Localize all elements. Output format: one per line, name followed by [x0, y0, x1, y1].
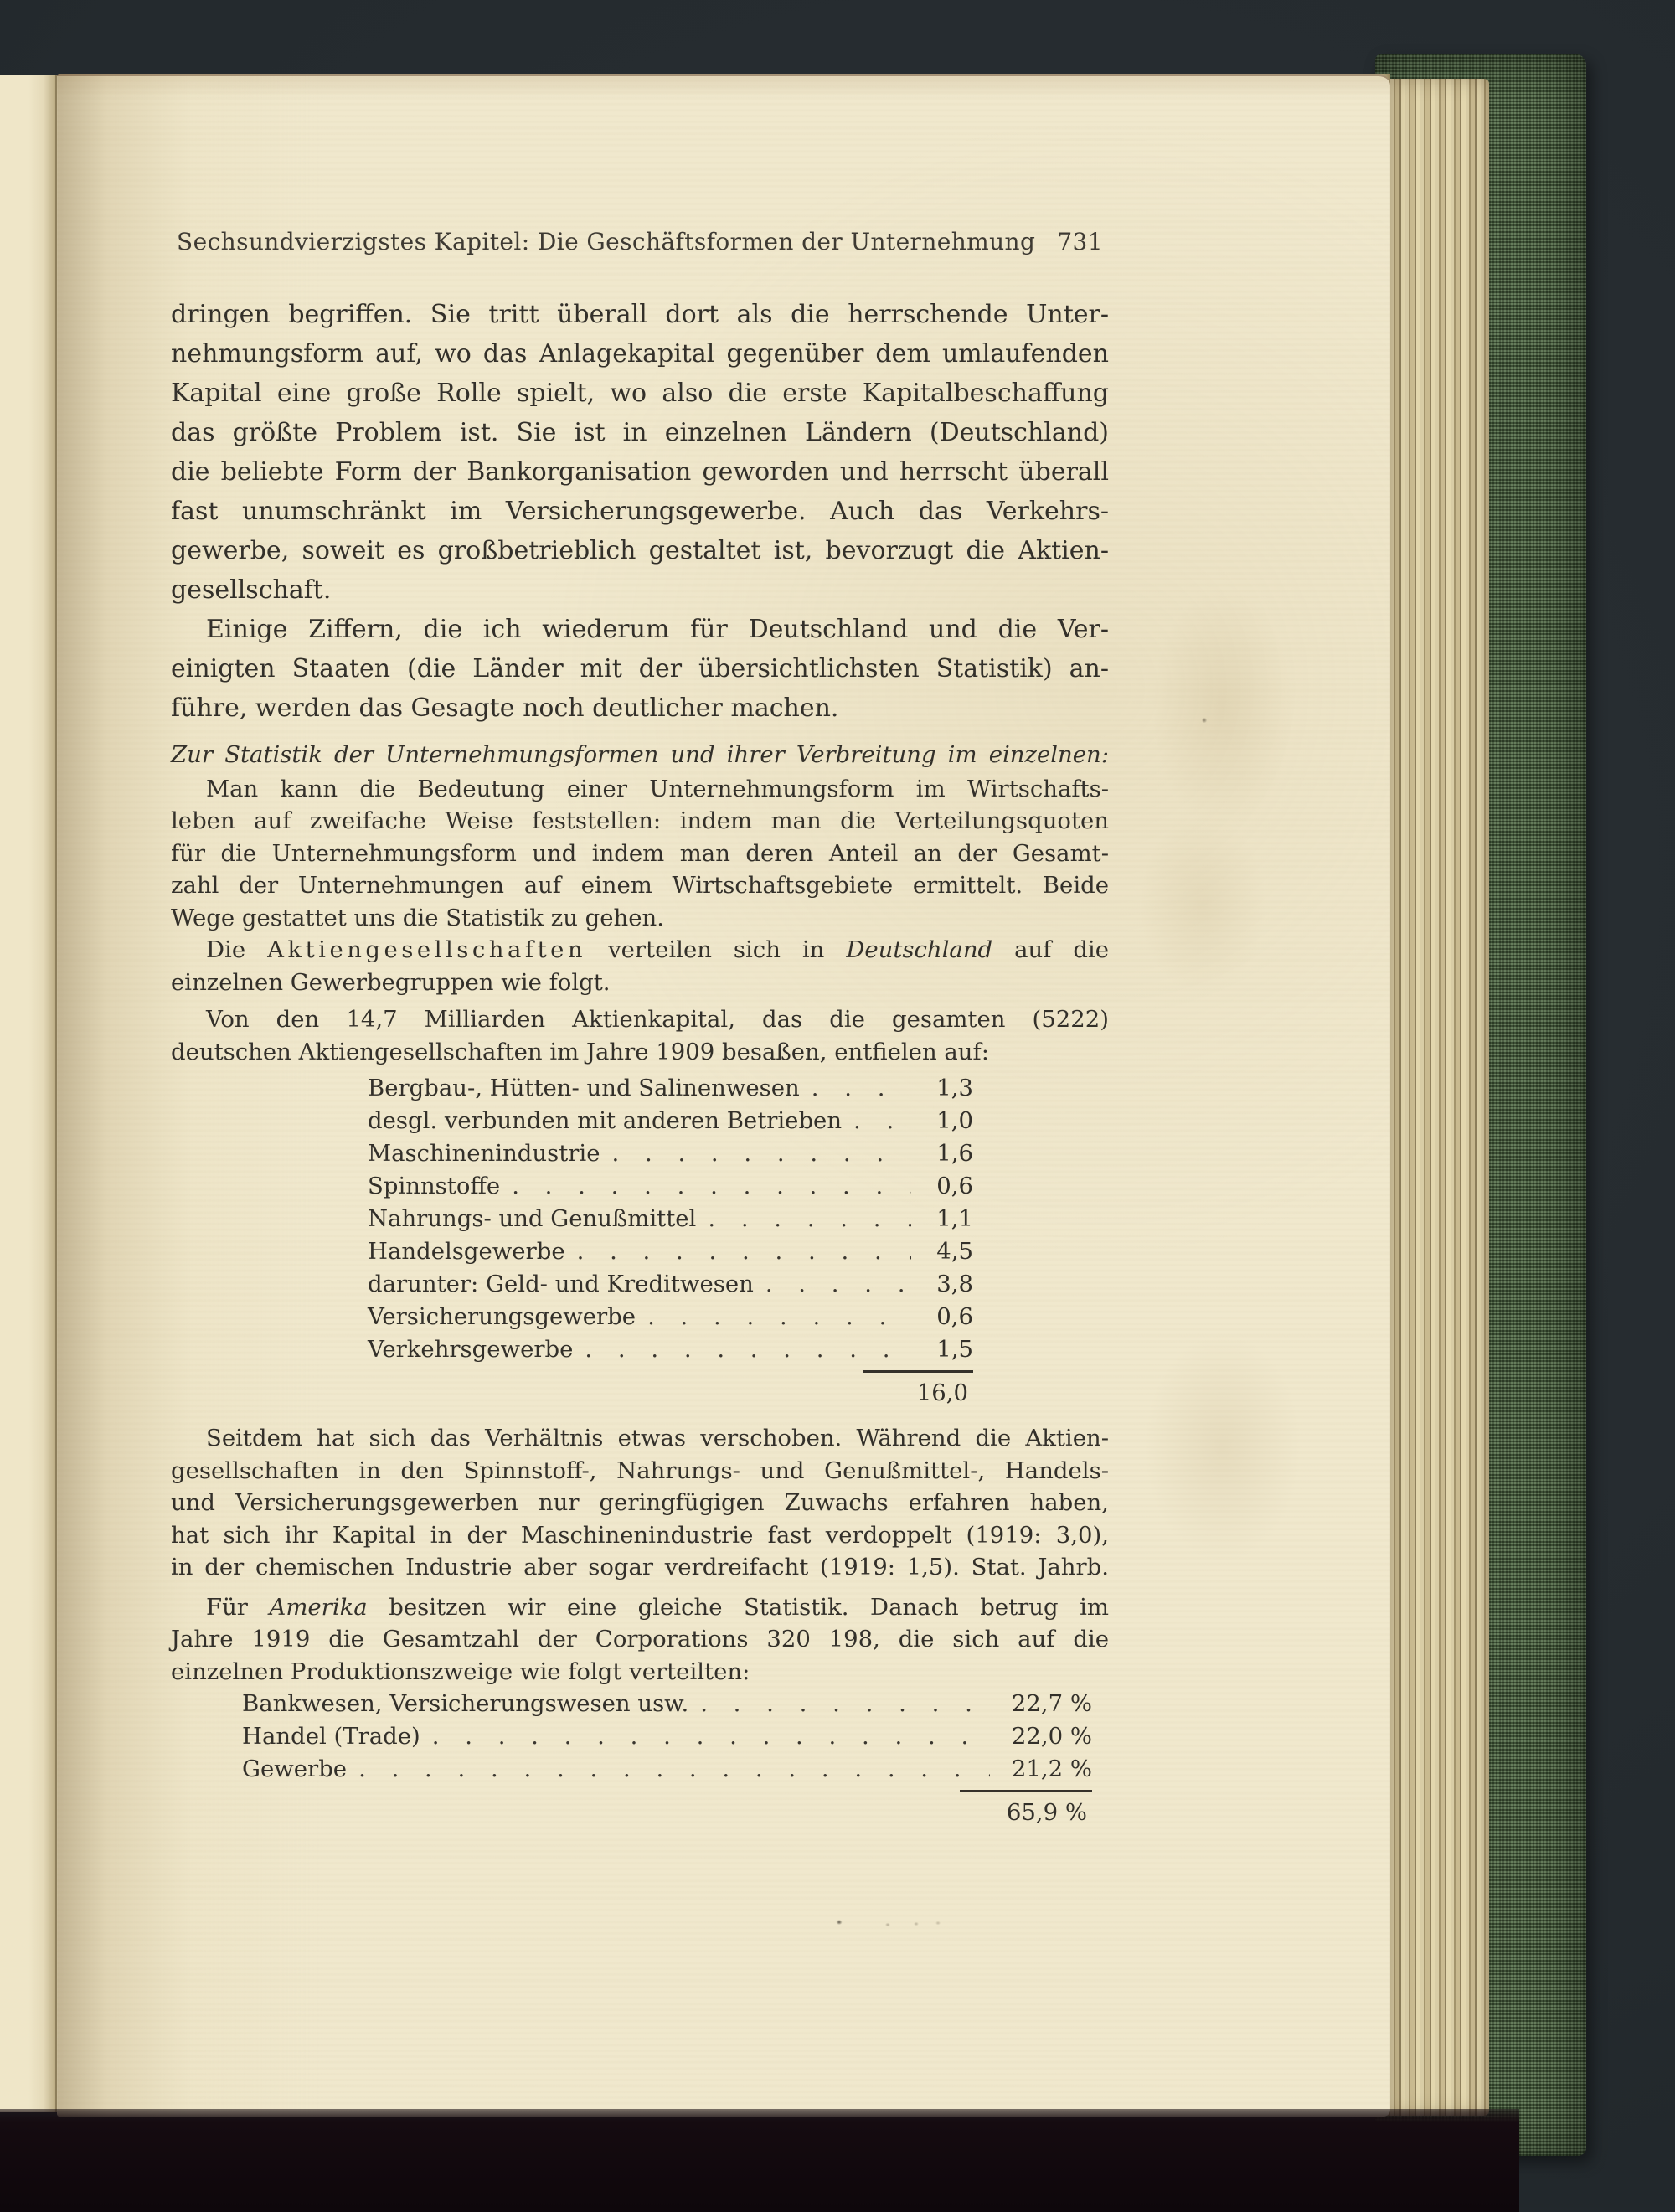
row-label: Versicherungsgewerbe: [368, 1303, 636, 1330]
page-number: 731: [1057, 228, 1103, 255]
chapter-header: Sechsundvierzigstes Kapitel: Die Geschäftsformen der Unternehmung: [177, 228, 1036, 255]
row-label: Nahrungs- und Genußmittel: [368, 1205, 697, 1232]
table-row: [368, 1333, 973, 1366]
text-line: in der chemischen Industrie aber sogar verdreifacht (1919: 1,5). Stat. Jahrb.: [171, 1554, 1109, 1580]
text-segment-italic: Deutschland: [846, 936, 993, 963]
row-label: desgl. verbunden mit anderen Betrieben: [368, 1107, 843, 1134]
total-value: 16,0: [863, 1370, 973, 1410]
row-value: 1,3: [936, 1075, 973, 1101]
dot-leader: [853, 1105, 911, 1137]
text-line: dringen begriffen. Sie tritt überall dort als die herrschende Unter-: [171, 300, 1109, 329]
row-value: 1,1: [936, 1205, 973, 1232]
table-row: [368, 1268, 973, 1301]
fore-edge-page-stack: [1390, 79, 1489, 2116]
dot-leader: [585, 1333, 911, 1366]
text-line: leben auf zweifache Weise feststellen: indem man die Verteilungsquoten: [171, 807, 1109, 834]
text-line: deutschen Aktiengesellschaften im Jahre 1909 besaßen, entfielen auf:: [171, 1038, 989, 1065]
text-segment: auf die: [992, 936, 1109, 963]
text-line: das größte Problem ist. Sie ist in einzelnen Ländern (Deutschland): [171, 418, 1109, 447]
row-label: Maschinenindustrie: [368, 1140, 600, 1167]
row-label: Handelsgewerbe: [368, 1238, 565, 1265]
text-line: hat sich ihr Kapital in der Maschinenindustrie fast verdoppelt (1919: 3,0),: [171, 1521, 1109, 1549]
row-label: Verkehrsgewerbe: [368, 1336, 574, 1363]
text-segment: Für: [206, 1593, 270, 1621]
row-label: Bergbau-, Hütten- und Salinenwesen: [368, 1075, 800, 1101]
table-total-row: [368, 1366, 973, 1410]
section-heading: [171, 739, 1109, 771]
row-value: 22,7 %: [1011, 1690, 1092, 1717]
row-value: 1,6: [936, 1140, 973, 1167]
row-label: Handel (Trade): [242, 1723, 420, 1750]
text-segment: besitzen wir eine gleiche Statistik. Danach betrug im: [367, 1593, 1109, 1621]
text-line: Von den 14,7 Milliarden Aktienkapital, das die gesamten (5222): [206, 1006, 1109, 1033]
text-segment-italic: Amerika: [269, 1593, 368, 1621]
text-segment: Die: [206, 936, 268, 963]
text-line: nehmungsform auf, wo das Anlagekapital gegenüber dem umlaufenden: [171, 339, 1109, 369]
book-bottom-shadow: [0, 2109, 1519, 2212]
table-row: [242, 1688, 1092, 1720]
dot-leader: [432, 1720, 990, 1753]
paragraph: [171, 773, 1109, 935]
text-line: einzelnen Gewerbegruppen wie folgt.: [171, 968, 611, 996]
dot-leader: [647, 1301, 911, 1333]
dot-leader: [358, 1753, 990, 1786]
row-value: 3,8: [936, 1271, 973, 1297]
paragraph: [171, 295, 1109, 610]
facing-page-sliver: [0, 75, 57, 2112]
paragraph: [171, 1422, 1109, 1584]
text-line: gewerbe, soweit es großbetrieblich gestaltet ist, bevorzugt die Aktien-: [171, 536, 1109, 565]
table-row: [368, 1072, 973, 1105]
dot-leader: [708, 1203, 911, 1235]
text-line: fast unumschränkt im Versicherungsgewerbe. Auch das Verkehrs-: [171, 497, 1109, 526]
text-line: Man kann die Bedeutung einer Unternehmungsform im Wirtschafts-: [206, 775, 1109, 802]
row-value: 22,0 %: [1011, 1723, 1092, 1750]
text-line: und Versicherungsgewerben nur geringfügigen Zuwachs erfahren haben,: [171, 1489, 1109, 1516]
text-line: einigten Staaten (die Länder mit der übersichtlichsten Statistik) an-: [171, 654, 1109, 683]
dot-leader: [577, 1235, 911, 1268]
row-value: 0,6: [936, 1303, 973, 1330]
text-line: zahl der Unternehmungen auf einem Wirtschaftsgebiete ermittelt. Beide: [171, 872, 1109, 899]
row-label: Gewerbe: [242, 1756, 348, 1782]
table-row: [368, 1301, 973, 1333]
dot-leader: [765, 1268, 911, 1301]
row-label: darunter: Geld- und Kreditwesen: [368, 1271, 754, 1297]
statistics-table-america: [242, 1688, 1092, 1829]
table-row: [368, 1105, 973, 1137]
text-line: [171, 934, 1109, 967]
row-value: 1,0: [936, 1107, 973, 1134]
text-line: Seitdem hat sich das Verhältnis etwas verschoben. Während die Aktien-: [206, 1425, 1109, 1451]
dot-leader: [812, 1072, 911, 1105]
paragraph: [171, 1591, 1109, 1689]
text-line: Wege gestattet uns die Statistik zu gehen.: [171, 904, 664, 931]
text-line: [171, 1591, 1109, 1624]
statistics-table-germany: [368, 1072, 973, 1410]
text-line: gesellschaft.: [171, 575, 332, 605]
row-value: 1,5: [936, 1336, 973, 1363]
text-line: die beliebte Form der Bankorganisation geworden und herrscht überall: [171, 457, 1109, 487]
row-label: Bankwesen, Versicherungswesen usw.: [242, 1690, 689, 1717]
dot-leader: [700, 1688, 990, 1720]
paragraph: [171, 1003, 1109, 1068]
row-value: 0,6: [936, 1173, 973, 1199]
table-row: [242, 1720, 1092, 1753]
dot-leader: [611, 1137, 911, 1170]
table-row: [368, 1137, 973, 1170]
text-line: Einige Ziffern, die ich wiederum für Deutschland und die Ver-: [206, 615, 1109, 644]
text-segment: verteilen sich in: [586, 936, 847, 963]
paragraph: [171, 610, 1109, 728]
text-line: führe, werden das Gesagte noch deutlicher machen.: [171, 694, 839, 723]
table-row: [368, 1170, 973, 1203]
table-row: [368, 1203, 973, 1235]
table-row: [368, 1235, 973, 1268]
dot-leader: [512, 1170, 911, 1203]
text-segment-letterspaced: Aktiengesellschaften: [267, 936, 587, 963]
running-header: [171, 228, 1109, 256]
total-value: 65,9 %: [960, 1790, 1092, 1829]
row-value: 21,2 %: [1011, 1756, 1092, 1782]
table-row: [242, 1753, 1092, 1786]
text-line: Zur Statistik der Unternehmungsformen und ihrer Verbreitung im einzelnen:: [171, 741, 1109, 768]
text-line: für die Unternehmungsform und indem man deren Anteil an der Gesamt-: [171, 839, 1109, 867]
text-line: Kapital eine große Rolle spielt, wo also die erste Kapitalbeschaffung: [171, 379, 1109, 408]
page-content: [171, 228, 1109, 1829]
paragraph: [171, 934, 1109, 998]
text-line: gesellschaften in den Spinnstoff-, Nahrungs- und Genußmittel-, Handels-: [171, 1457, 1109, 1484]
text-line: Jahre 1919 die Gesamtzahl der Corporations 320 198, die sich auf die: [171, 1626, 1109, 1653]
row-label: Spinnstoffe: [368, 1173, 501, 1199]
table-total-row: [242, 1786, 1092, 1829]
row-value: 4,5: [936, 1238, 973, 1265]
text-line: einzelnen Produktionszweige wie folgt verteilten:: [171, 1658, 750, 1685]
